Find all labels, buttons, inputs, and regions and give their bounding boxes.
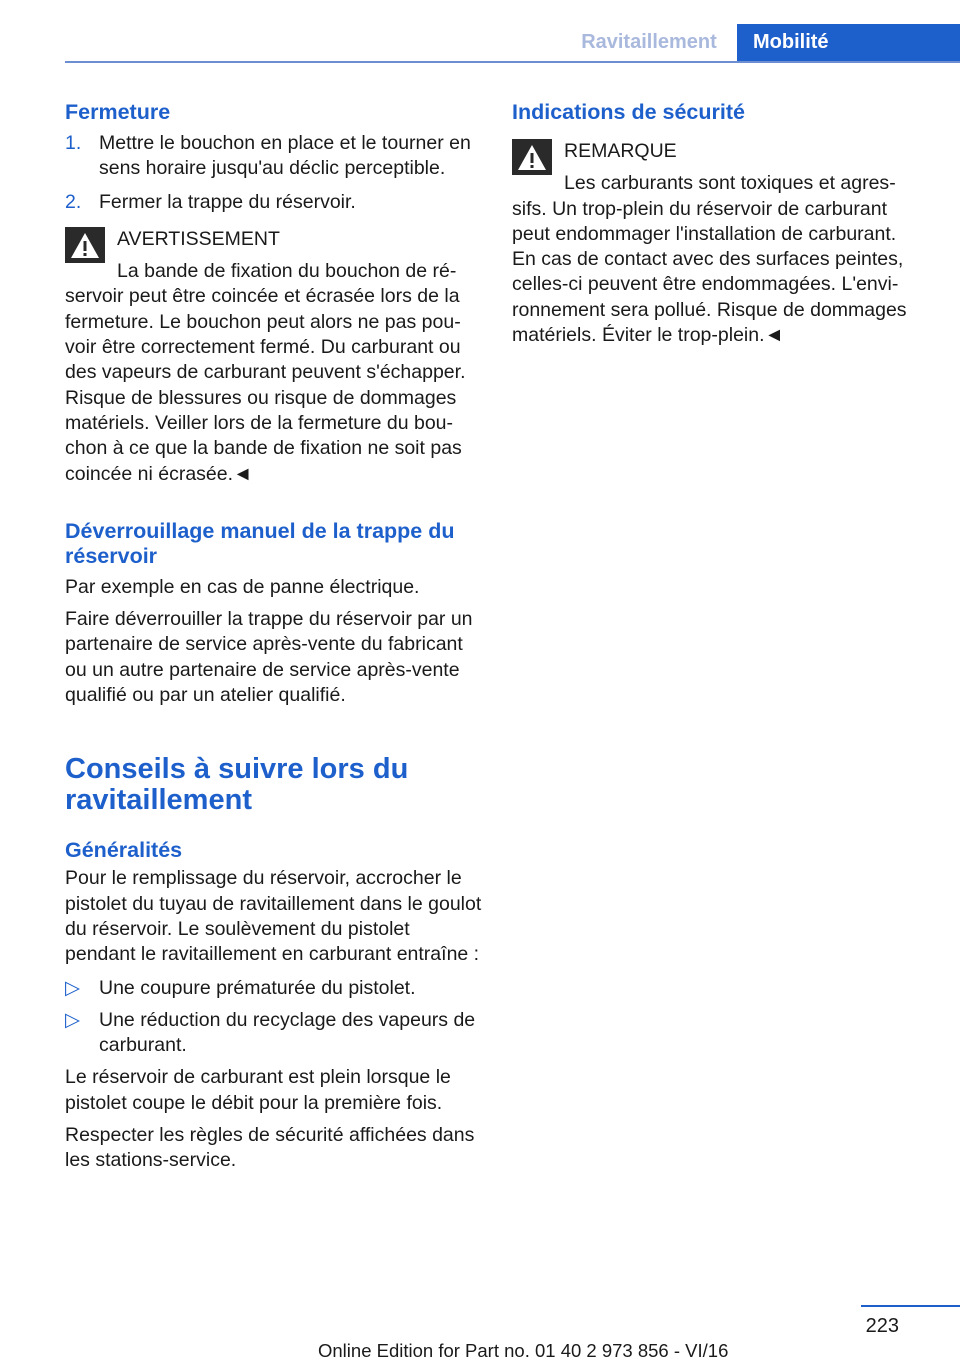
bullet-text: Une réduction du recyclage des vapeurs de carburant. [99, 1008, 476, 1057]
bullet-text: Une coupure prématurée du pistolet. [99, 976, 416, 999]
header-rule [65, 61, 960, 63]
bullet-marker: ▷ [65, 976, 80, 999]
fermeture-heading: Fermeture [65, 100, 171, 124]
general-p3: Respecter les règles de sécurité affichées dans les stations-service. [65, 1124, 475, 1172]
general-heading: Généralités [65, 838, 183, 863]
note-text: Les carburants sont toxiques et agressifs. Un trop-plein du réservoir de carburant peut endommager l'installation de carburant. En cas de contact avec des surfaces peintes, celles-ci peuvent être endommagées. L'environnement sera pollué. Risque de dommages matériels. Éviter le trop-plein.◄ [512, 172, 907, 347]
note-block [512, 139, 917, 348]
left-column [65, 100, 483, 1174]
bullet-marker: ▷ [65, 1008, 80, 1031]
header-chapter-tab[interactable]: Mobilité [737, 24, 960, 61]
footer-rule [861, 1305, 960, 1307]
closing-steps [65, 131, 483, 215]
warning-icon [512, 139, 552, 175]
list-item [65, 976, 483, 1001]
safety-heading: Indications de sécurité [512, 100, 745, 124]
edition-text: Online Edition for Part no. 01 40 2 973 856 - VI/16 [318, 1340, 729, 1361]
step-number: 1. [65, 132, 82, 154]
step-number: 2. [65, 190, 82, 213]
manual-unlock-p1: Par exemple en cas de panne électrique. [65, 575, 420, 598]
page-number: 223 [865, 1315, 899, 1337]
refuel-tips-heading: Conseils à suivre lors du ravitaillement [65, 753, 409, 817]
list-item [65, 1008, 483, 1059]
effects-list [65, 976, 483, 1059]
warning-text: La bande de fixation du bouchon de réservoir peut être coincée et écrasée lors de la fermeture. Le bouchon peut alors ne pas pouvoir être correctement fermé. Du carburant ou des vapeurs de carburant peuvent s'échapper. Risque de blessures ou risque de dommages matériels. Veiller lors de la fermeture du bouchon à ce que la bande de fixation ne soit pas coincée ni écrasée.◄ [65, 260, 466, 485]
general-p2: Le réservoir de carburant est plein lorsque le pistolet coupe le débit pour la première fois. [65, 1066, 451, 1114]
note-label: REMARQUE [564, 140, 677, 162]
list-item [65, 131, 483, 182]
warning-label: AVERTISSEMENT [117, 227, 280, 250]
manual-unlock-p2: Faire déverrouiller la trappe du réservoir par un partenaire de service après-vente du fabricant ou un autre partenaire de service après-vente qualifié ou par un atelier qualifié. [65, 608, 473, 707]
header-section-tab[interactable]: Ravitaillement [581, 31, 717, 53]
manual-unlock-heading: Déverrouillage manuel de la trappe du réservoir [65, 518, 455, 568]
right-column [512, 100, 917, 348]
list-item [65, 190, 483, 215]
warning-block [65, 227, 483, 487]
step-text: Fermer la trappe du réservoir. [99, 190, 356, 213]
step-text: Mettre le bouchon en place et le tourner en sens horaire jusqu'au déclic perceptible. [99, 132, 471, 180]
general-p1: Pour le remplissage du réservoir, accrocher le pistolet du tuyau de ravitaillement dans le goulot du réservoir. Le soulèvement du pistolet pendant le ravitaillement en carburant entraîne : [65, 867, 482, 966]
warning-icon [65, 227, 105, 263]
